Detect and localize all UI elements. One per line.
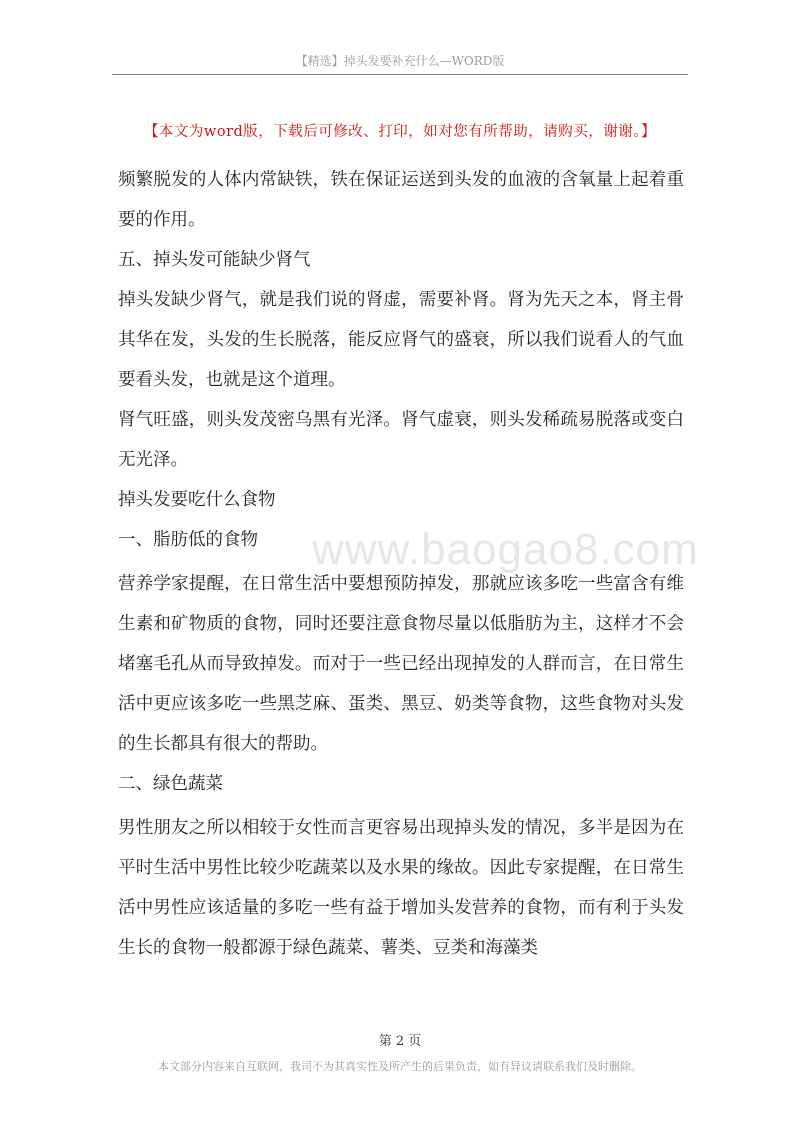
page-header: 【精选】掉头发要补充什么—WORD版 xyxy=(295,54,505,68)
subheading-green-vegetables: 二、绿色蔬菜 xyxy=(118,774,223,794)
paragraph-kidney-qi: 肾气旺盛，则头发茂密乌黑有光泽。肾气虚衰，则头发稀疏易脱落或变白无光泽。 xyxy=(118,410,684,470)
subheading-low-fat: 一、脂肪低的食物 xyxy=(118,530,258,550)
section-heading-foods: 掉头发要吃什么食物 xyxy=(118,490,276,510)
paragraph-kidney: 掉头发缺少肾气，就是我们说的肾虚，需要补肾。肾为先天之本，肾主骨其华在发，头发的生长脱落，能反应肾气的盛衰，所以我们说看人的气血要看头发，也就是这个道理。 xyxy=(118,290,684,390)
paragraph-low-fat: 营养学家提醒，在日常生活中要想预防掉发，那就应该多吃一些富含有维生素和矿物质的食物，同时还要注意食物尽量以低脂肪为主，这样才不会堵塞毛孔从而导致掉发。而对于一些已经出现掉发的人群而言，在日常生活中更应该多吃一些黑芝麻、蛋类、黑豆、奶类等食物，这些食物对头发的生长都具有很大的帮助。 xyxy=(118,574,684,754)
header-divider xyxy=(112,74,688,75)
document-body xyxy=(118,160,684,968)
paragraph-green-vegetables: 男性朋友之所以相较于女性而言更容易出现掉头发的情况，多半是因为在平时生活中男性比较少吃蔬菜以及水果的缘故。因此专家提醒，在日常生活中男性应该适量的多吃一些有益于增加头发营养的食物，而有利于头发生长的食物一般都源于绿色蔬菜、薯类、豆类和海藻类 xyxy=(118,818,684,958)
watermark-visible: www.baogao8.com xyxy=(312,525,699,574)
download-notice: 【本文为word版，下载后可修改、打印，如对您有所帮助，请购买，谢谢。】 xyxy=(143,124,657,140)
paragraph-iron: 频繁脱发的人体内常缺铁，铁在保证运送到头发的血液的含氧量上起着重要的作用。 xyxy=(118,170,684,230)
section-heading-kidney: 五、掉头发可能缺少肾气 xyxy=(118,250,311,270)
page-footer: 本文部分内容来自互联网，我司不为其真实性及所产生的后果负责，如有异议请联系我们及时删除。 xyxy=(158,1060,642,1073)
page-number: 第 2 页 xyxy=(378,1034,422,1049)
